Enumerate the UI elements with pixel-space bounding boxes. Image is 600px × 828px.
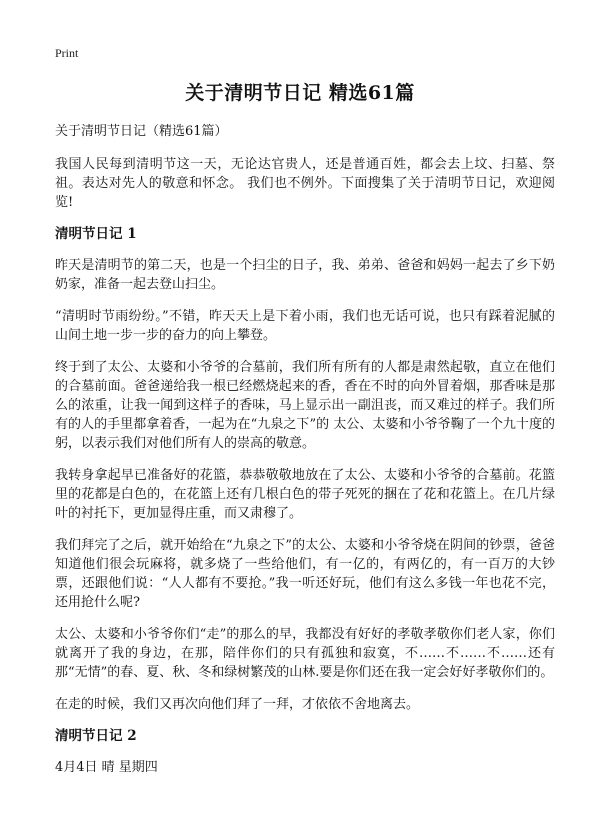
entry-1-paragraph-7: 在走的时候，我们又再次向他们拜了一拜，才依依不舍地离去。 [55, 697, 420, 712]
entry-1-paragraph-3: 终于到了太公、太婆和小爷爷的合墓前，我们所有所有的人都是肃然起敬，直立在他们的合墓前面。爸爸递给我一根已经燃烧起来的香，香在不时的向外冒着烟，那香味是那么的浓重，让我一闻到这样子的香味，马上显示出一副沮丧，而又难过的样子。我们所有的人的手里都拿着香，一起为在“九泉之下”的 太公、太婆和小爷爷鞠了一个九十度的躬，以表示我们对他们所有人的崇高的敬意。 [55, 360, 555, 451]
print-link[interactable]: Print [55, 46, 79, 60]
entry-1-paragraph-5: 我们拜完了之后，就开始给在“九泉之下”的太公、太婆和小爷爷烧在阴间的钞票，爸爸知道他们很会玩麻将，就多烧了一些给他们，有一亿的，有两亿的，有一百万的大钞票，还跟他们说：“人人都有不要抢。”我一听还好玩，他们有这么多钱一年也花不完，还用抢什么呢? [55, 538, 555, 610]
intro-paragraph: 我国人民每到清明节这一天，无论达官贵人，还是普通百姓，都会去上坟、扫墓、祭祖。表达对先人的敬意和怀念。 我们也不例外。下面搜集了关于清明节日记，欢迎阅览! [55, 157, 555, 210]
entry-1-paragraph-2: “清明时节雨纷纷。”不错，昨天天上是下着小雨，我们也无话可说，也只有踩着泥腻的山间土地一步一步的奋力的向上攀登。 [55, 309, 555, 343]
entry-1-paragraph-6: 太公、太婆和小爷爷你们“走”的那么的早，我都没有好好的孝敬孝敬你们老人家，你们就离开了我的身边，在那，陪伴你们的只有孤独和寂寞，不……不……不……还有那“无情”的春、夏、秋、冬和绿树繁茂的山林.要是你们还在我一定会好好孝敬你们的。 [55, 627, 555, 680]
entry-1-heading: 清明节日记 1 [55, 226, 137, 242]
entry-1-paragraph-4: 我转身拿起早已准备好的花篮，恭恭敬敬地放在了太公、太婆和小爷爷的合墓前。花篮里的花都是白色的，在花篮上还有几根白色的带子死死的捆在了花和花篮上。在几片绿叶的衬托下，更加显得庄重，而又肃穆了。 [55, 468, 555, 521]
entry-2-heading: 清明节日记 2 [55, 728, 137, 744]
entry-1-paragraph-1: 昨天是清明节的第二天，也是一个扫尘的日子，我、弟弟、爸爸和妈妈一起去了乡下奶奶家，准备一起去登山扫尘。 [55, 258, 555, 292]
article-subtitle: 关于清明节日记（精选61篇） [55, 124, 228, 139]
entry-2-date-line: 4月4日 晴 星期四 [55, 760, 158, 775]
article-body [55, 122, 555, 777]
page-title: 关于清明节日记 精选61篇 [185, 82, 415, 104]
